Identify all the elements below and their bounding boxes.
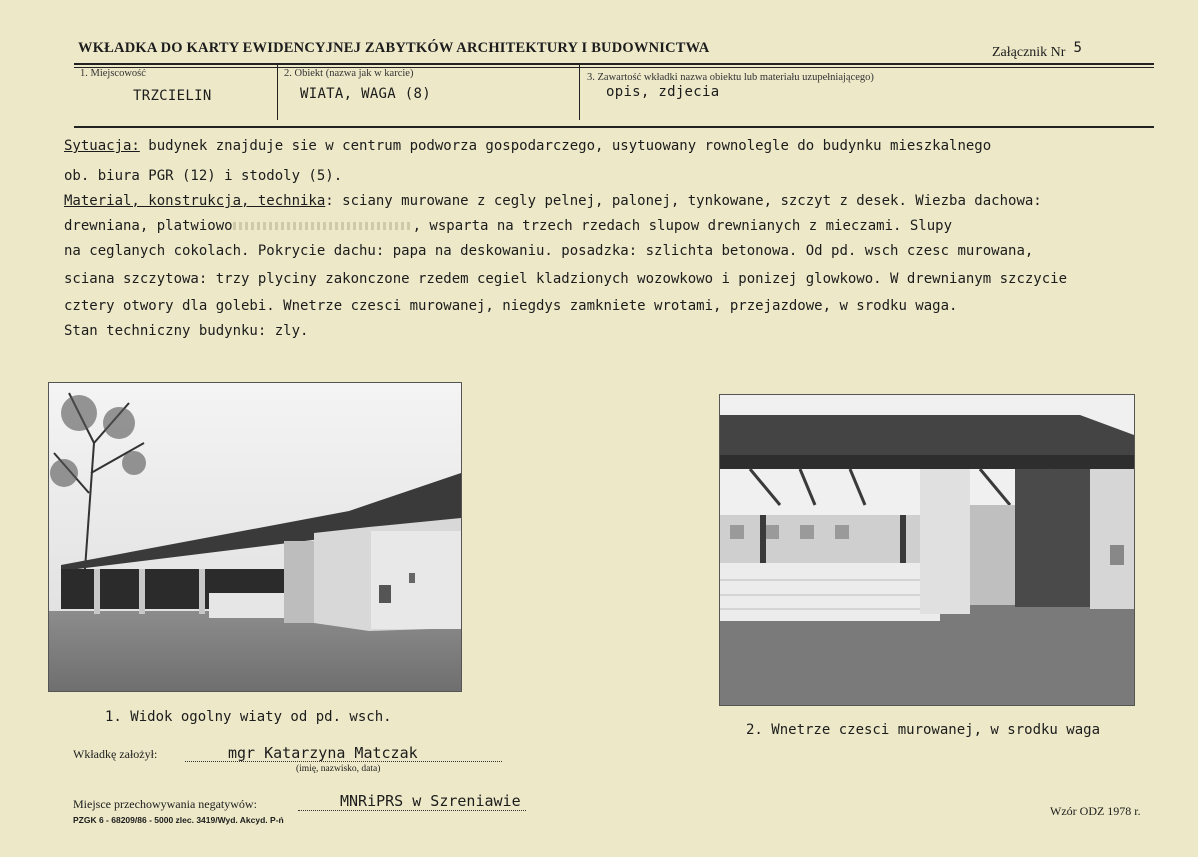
col-divider-2 (579, 65, 580, 120)
founder-hint: (imię, nazwisko, data) (296, 764, 381, 774)
description-line: sciana szczytowa: trzy plyciny zakonczone rzedem cegiel kladzionych wozowkowo i ponizej glowkowo. W drewnianym szczycie (64, 271, 1068, 287)
template-note: Wzór ODZ 1978 r. (1050, 804, 1141, 818)
struck-word (233, 222, 413, 230)
sheet-title: WKŁADKA DO KARTY EWIDENCYJNEJ ZABYTKÓW ARCHITEKTURY I BUDOWNICTWA (78, 40, 710, 56)
field-value-location: TRZCIELIN (133, 88, 212, 104)
annex-label: Załącznik Nr (992, 45, 1066, 60)
description-line (64, 193, 1042, 209)
description-line (64, 138, 991, 154)
col-divider-1 (277, 65, 278, 120)
description-line: Stan techniczny budynku: zly. (64, 323, 309, 339)
photo-1-caption: 1. Widok ogolny wiaty od pd. wsch. (105, 709, 392, 725)
annex-value: 5 (1073, 40, 1082, 56)
description-text: , wsparta na trzech rzedach slupow drewnianych z mieczami. Slupy (412, 218, 953, 234)
founder-value: mgr Katarzyna Matczak (228, 744, 418, 762)
founder-label: Wkładkę założył: (73, 747, 158, 761)
description-line: cztery otwory dla golebi. Wnetrze czesci murowanej, niegdys zamkniete wrotami, przejazdowe, w srodku waga. (64, 298, 958, 314)
field-value-object: WIATA, WAGA (8) (300, 86, 431, 102)
situation-text: budynek znajduje sie w centrum podworza gospodarczego, usytuowany rownolegle do budynku mieszkalnego (139, 138, 992, 154)
material-text: : sciany murowane z cegly pelnej, palonej, tynkowane, szczyt z desek. Wiezba dachowa: (325, 193, 1042, 209)
table-bottom-rule (74, 126, 1154, 128)
storage-line (298, 810, 526, 811)
top-rule (74, 63, 1154, 65)
field-label-object: 2. Obiekt (nazwa jak w karcie) (284, 68, 414, 79)
description-text: drewniana, platwiowo (64, 218, 233, 234)
annex-number (992, 40, 1082, 61)
top-rule-thin (74, 67, 1154, 68)
situation-heading: Sytuacja: (64, 138, 140, 154)
print-info: PZGK 6 - 68209/86 - 5000 zlec. 3419/Wyd. Akcyd. P-ń (73, 815, 284, 825)
field-label-location: 1. Miejscowość (80, 68, 146, 79)
field-label-contents: 3. Zawartość wkładki nazwa obiektu lub materiału uzupełniającego) (587, 72, 874, 83)
material-heading: Material, konstrukcja, technika (64, 193, 326, 209)
photo-2-caption: 2. Wnetrze czesci murowanej, w srodku waga (746, 722, 1101, 738)
field-value-contents: opis, zdjecia (606, 84, 720, 100)
storage-label: Miejsce przechowywania negatywów: (73, 797, 257, 811)
photo-shed-interior (719, 394, 1135, 706)
description-line: na ceglanych cokolach. Pokrycie dachu: papa na deskowaniu. posadzka: szlichta betonowa. Od pd. wsch czesc murowana, (64, 243, 1034, 259)
photo-shed-exterior (48, 382, 462, 692)
description-line (64, 218, 952, 234)
description-line: ob. biura PGR (12) i stodoly (5). (64, 168, 343, 184)
storage-value: MNRiPRS w Szreniawie (340, 792, 521, 810)
